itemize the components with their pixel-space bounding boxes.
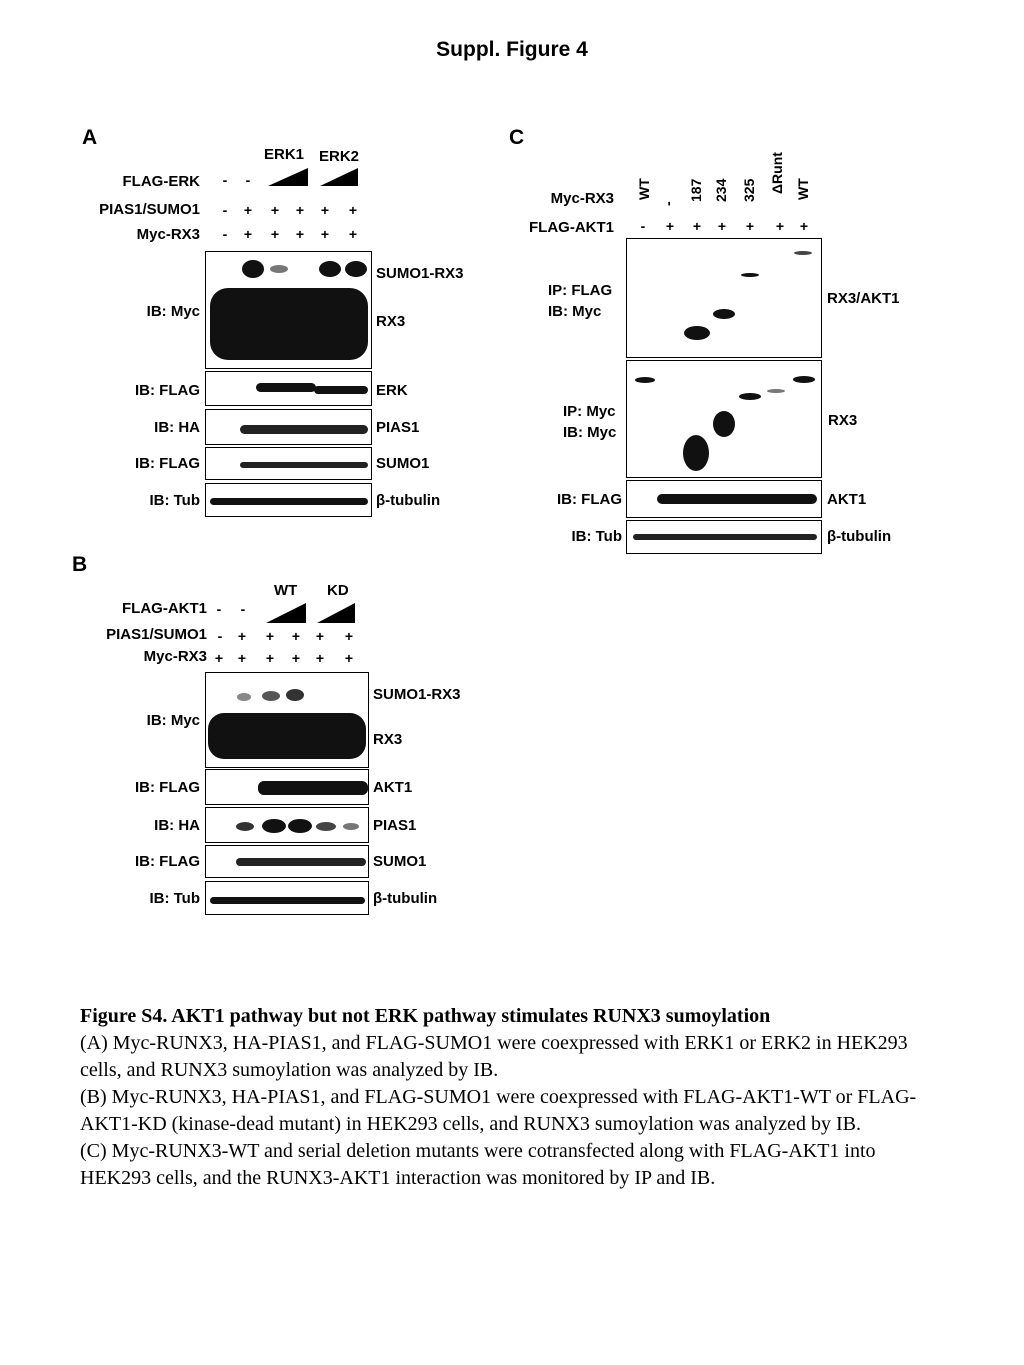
sign: -: [240, 601, 246, 617]
panel-b-blot4-left-label: IB: FLAG: [135, 853, 200, 870]
panel-a-row-myc: Myc-RX3: [136, 226, 200, 243]
tubulin-band: [210, 498, 368, 505]
figure-caption: [80, 1003, 940, 1192]
rx3-band: [767, 389, 785, 393]
panel-c-blot2-left: [563, 401, 616, 443]
pias1-band: [316, 822, 336, 831]
panel-a-erk2-label: ERK2: [319, 148, 360, 165]
sign: +: [265, 628, 275, 644]
panel-c-lane-label: ΔRunt: [769, 152, 785, 194]
rx3-band: [210, 288, 368, 360]
panel-c-lane-label: 234: [713, 178, 729, 202]
erk-band: [256, 383, 316, 392]
panel-a-blot3-left-label: IB: HA: [154, 419, 200, 436]
rx3-band: [683, 435, 709, 471]
sign: +: [237, 628, 247, 644]
sign: +: [320, 202, 330, 218]
sign: +: [665, 218, 675, 234]
sign: +: [295, 226, 305, 242]
panel-b-blot1-left-label: IB: Myc: [146, 712, 200, 729]
sign: +: [344, 650, 354, 666]
panel-b-blot3-left-label: IB: HA: [154, 817, 200, 834]
panel-c-blot3-right: AKT1: [827, 491, 867, 508]
panel-b-ha-blot: [205, 807, 369, 843]
rx3-akt1-band: [713, 309, 735, 319]
rx3-akt1-band: [741, 273, 759, 277]
rx3-band: [713, 411, 735, 437]
sign: -: [222, 226, 228, 242]
panel-c-row-myc: Myc-RX3: [550, 190, 614, 207]
panel-c-lane-label: WT: [636, 178, 652, 200]
pias1-band: [236, 822, 254, 831]
caption-a: (A) Myc-RUNX3, HA-PIAS1, and FLAG-SUMO1 were coexpressed with ERK1 or ERK2 in HEK293 cells, and RUNX3 sumoylation was analyzed by IB.: [80, 1032, 908, 1081]
panel-b-blot3-right: PIAS1: [373, 817, 417, 834]
caption-b: (B) Myc-RUNX3, HA-PIAS1, and FLAG-SUMO1 were coexpressed with FLAG-AKT1-WT or FLAG-AKT1-KD (kinase-dead mutant) in HEK293 cells, and RUNX3 sumoylation was analyzed by IB.: [80, 1086, 917, 1135]
panel-b-blot1-right-2: RX3: [373, 731, 403, 748]
sign: +: [291, 628, 301, 644]
panel-c-blot4-right: β-tubulin: [827, 528, 892, 545]
panel-c-blot2-left-1: IP: Myc: [563, 403, 616, 420]
tubulin-band: [210, 897, 365, 904]
akt1-band: [657, 494, 817, 504]
panel-b-blot2-left-label: IB: FLAG: [135, 779, 200, 796]
panel-a-erk-blot: [205, 371, 372, 406]
pias1-band: [262, 819, 286, 833]
sign: +: [270, 226, 280, 242]
rx3-band: [208, 713, 366, 759]
panel-c-lane-label: -: [660, 201, 676, 206]
panel-b-blot5-left-label: IB: Tub: [149, 890, 200, 907]
panel-b-tub-blot: [205, 881, 369, 915]
panel-a-blot4-left-label: IB: FLAG: [135, 455, 200, 472]
sign: -: [640, 218, 646, 234]
tubulin-band: [633, 534, 817, 540]
panel-a-blot1-right-2: RX3: [376, 313, 406, 330]
panel-c-ip-myc-blot: [626, 360, 822, 478]
sign: +: [295, 202, 305, 218]
rx3-band: [635, 377, 655, 383]
sign: -: [216, 601, 222, 617]
panel-a-blot3-right: PIAS1: [376, 419, 420, 436]
pias1-band: [240, 425, 368, 434]
panel-b-wt-label: WT: [274, 582, 298, 599]
panel-c-blot1-right: RX3/AKT1: [827, 290, 900, 307]
panel-b-blot1-right-1: SUMO1-RX3: [373, 686, 461, 703]
sign: +: [237, 650, 247, 666]
panel-b-blot4-right: SUMO1: [373, 853, 427, 870]
panel-b-myc-blot: [205, 672, 369, 768]
panel-a-blot5-left-label: IB: Tub: [149, 492, 200, 509]
rx3-akt1-band: [684, 326, 710, 340]
panel-b-row-flag: FLAG-AKT1: [122, 600, 207, 617]
panel-c-label: C: [509, 126, 525, 149]
sign: +: [745, 218, 755, 234]
sign: +: [243, 202, 253, 218]
panel-a-row-pias: PIAS1/SUMO1: [99, 201, 200, 218]
sign: +: [270, 202, 280, 218]
sign: +: [775, 218, 785, 234]
panel-a-blot4-right: SUMO1: [376, 455, 430, 472]
panel-c-blot1-left-1: IP: FLAG: [548, 282, 613, 299]
rx3-band: [739, 393, 761, 400]
panel-b-row-myc: Myc-RX3: [143, 648, 207, 665]
panel-c-blot1-left: [548, 280, 612, 322]
sign: +: [717, 218, 727, 234]
akt1-band: [258, 781, 368, 795]
sign: -: [222, 172, 228, 188]
panel-c-blot3-left: IB: FLAG: [557, 491, 622, 508]
rx3-band: [793, 376, 815, 383]
sumo1-band: [240, 462, 368, 468]
panel-a-erk2-ramp: [320, 167, 362, 187]
panel-b-flag-blot: [205, 769, 369, 805]
sign: +: [315, 628, 325, 644]
pias1-band: [288, 819, 312, 833]
panel-a-blot5-right: β-tubulin: [376, 492, 441, 509]
sign: +: [344, 628, 354, 644]
sign: +: [315, 650, 325, 666]
sign: +: [214, 650, 224, 666]
rx3-akt1-band: [794, 251, 812, 255]
panel-b-sumo-blot: [205, 845, 369, 878]
panel-b-kd-label: KD: [327, 582, 349, 599]
sumo-band: [345, 261, 367, 277]
caption-title: Figure S4. AKT1 pathway but not ERK pathway stimulates RUNX3 sumoylation: [80, 1005, 771, 1027]
panel-a-sumo-blot: [205, 447, 372, 480]
panel-a-erk1-label: ERK1: [264, 146, 305, 163]
sign: +: [799, 218, 809, 234]
panel-a-myc-blot: [205, 251, 372, 369]
panel-b-wt-ramp: [266, 602, 308, 624]
sumo-band: [270, 265, 288, 273]
panel-c-blot2-right: RX3: [828, 412, 858, 429]
panel-b-blot2-right: AKT1: [373, 779, 413, 796]
sign: +: [320, 226, 330, 242]
panel-a-erk1-ramp: [268, 167, 310, 187]
sign: +: [265, 650, 275, 666]
panel-c-blot1-left-2: IB: Myc: [548, 303, 602, 320]
panel-a-blot1-left-label: IB: Myc: [146, 303, 200, 320]
sumo-band: [237, 693, 251, 701]
panel-b-kd-ramp: [317, 602, 359, 624]
caption-c: (C) Myc-RUNX3-WT and serial deletion mutants were cotransfected along with FLAG-AKT1 into HEK293 cells, and the RUNX3-AKT1 interaction was monitored by IP and IB.: [80, 1140, 876, 1189]
panel-c-row-flag: FLAG-AKT1: [529, 219, 614, 236]
panel-b-row-pias: PIAS1/SUMO1: [106, 626, 207, 643]
panel-a-ha-blot: [205, 409, 372, 445]
panel-c-lane-label: 325: [741, 178, 757, 202]
sign: -: [222, 202, 228, 218]
panel-c-ip-flag-blot: [626, 238, 822, 358]
sign: -: [245, 172, 251, 188]
sign: +: [348, 202, 358, 218]
panel-a-blot1-right-1: SUMO1-RX3: [376, 265, 464, 282]
figure-title: Suppl. Figure 4: [436, 38, 588, 61]
panel-a-label: A: [82, 126, 98, 149]
panel-b-blot5-right: β-tubulin: [373, 890, 438, 907]
sign: +: [291, 650, 301, 666]
panel-c-blot2-left-2: IB: Myc: [563, 424, 617, 441]
pias1-band: [343, 823, 359, 830]
panel-a-tub-blot: [205, 483, 372, 517]
panel-c-flag-blot: [626, 480, 822, 518]
sumo1-band: [236, 858, 366, 866]
panel-c-lane-label: 187: [688, 178, 704, 202]
panel-a-blot2-left-label: IB: FLAG: [135, 382, 200, 399]
sign: +: [243, 226, 253, 242]
sumo-band: [262, 691, 280, 701]
sumo-band: [242, 260, 264, 278]
panel-a-blot2-right: ERK: [376, 382, 408, 399]
panel-b-label: B: [72, 553, 88, 576]
panel-a-row-flag-erk: FLAG-ERK: [122, 173, 200, 190]
sign: +: [348, 226, 358, 242]
sign: -: [217, 628, 223, 644]
panel-c-tub-blot: [626, 520, 822, 554]
erk-band: [314, 386, 368, 394]
sumo-band: [319, 261, 341, 277]
panel-c-lane-label: WT: [795, 178, 811, 200]
sumo-band: [286, 689, 304, 701]
panel-c-blot4-left: IB: Tub: [571, 528, 622, 545]
sign: +: [692, 218, 702, 234]
